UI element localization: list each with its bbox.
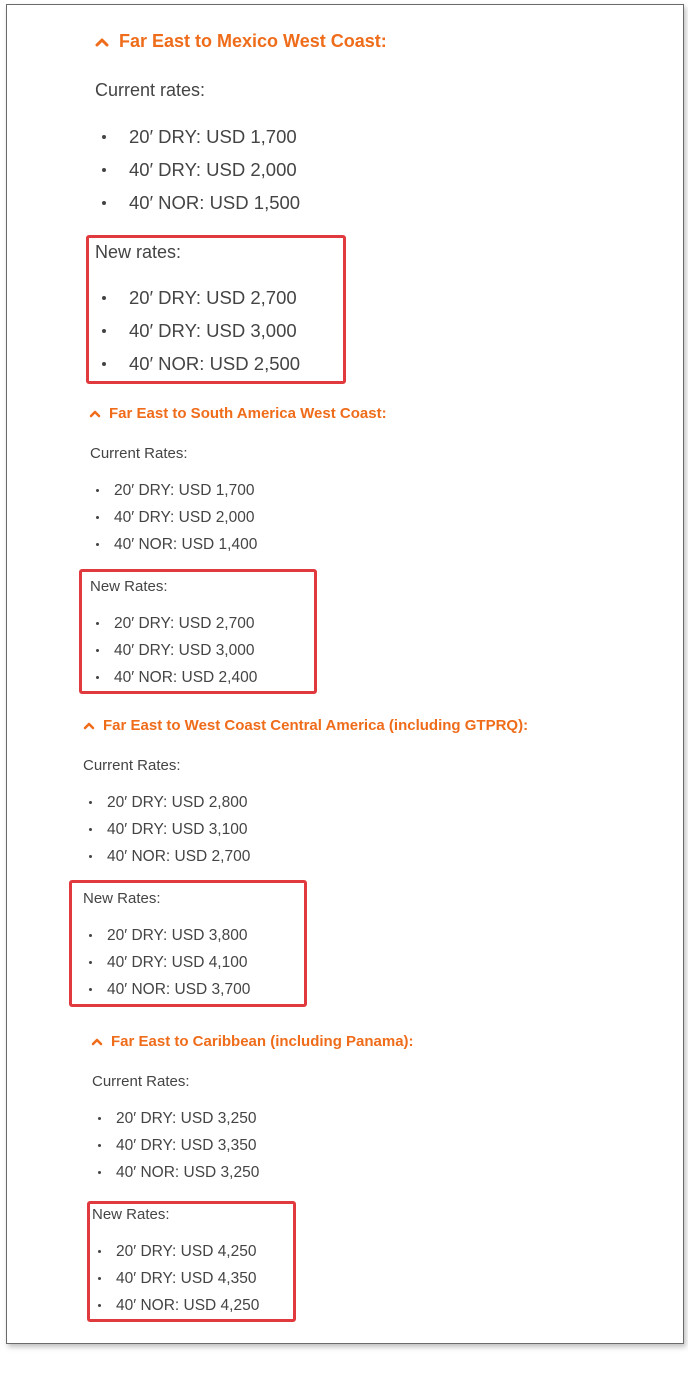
list-item: 40′ NOR: USD 3,250 (96, 1159, 259, 1186)
section-heading[interactable] (89, 405, 387, 422)
list-item: 20′ DRY: USD 1,700 (100, 120, 300, 153)
chevron-up-icon[interactable] (95, 37, 109, 47)
list-item: 40′ DRY: USD 3,100 (87, 816, 250, 843)
list-item: 20′ DRY: USD 3,250 (96, 1105, 259, 1132)
list-item: 40′ NOR: USD 2,700 (87, 843, 250, 870)
new-rates-list (94, 610, 257, 691)
list-item: 40′ DRY: USD 4,100 (87, 949, 250, 976)
section-heading[interactable] (83, 717, 528, 734)
list-item: 20′ DRY: USD 2,800 (87, 789, 250, 816)
new-rates-list (96, 1238, 259, 1319)
chevron-up-icon[interactable] (83, 722, 95, 730)
list-item: 40′ NOR: USD 4,250 (96, 1292, 259, 1319)
list-item: 40′ NOR: USD 1,500 (100, 186, 300, 219)
list-item: 40′ NOR: USD 1,400 (94, 531, 257, 558)
section-heading-text: Far East to West Coast Central America (including GTPRQ): (103, 717, 529, 734)
list-item: 20′ DRY: USD 4,250 (96, 1238, 259, 1265)
list-item: 20′ DRY: USD 2,700 (100, 281, 300, 314)
chevron-up-icon[interactable] (89, 410, 101, 418)
new-rates-label: New Rates: (90, 578, 168, 595)
list-item: 20′ DRY: USD 3,800 (87, 922, 250, 949)
list-item: 40′ DRY: USD 4,350 (96, 1265, 259, 1292)
current-rates-list (87, 789, 250, 870)
list-item: 40′ DRY: USD 3,000 (94, 637, 257, 664)
section-heading-text: Far East to Mexico West Coast: (119, 31, 387, 51)
list-item: 40′ NOR: USD 2,500 (100, 347, 300, 380)
list-item: 40′ DRY: USD 2,000 (94, 504, 257, 531)
list-item: 40′ NOR: USD 3,700 (87, 976, 250, 1003)
current-rates-label: Current Rates: (92, 1073, 190, 1090)
current-rates-label: Current Rates: (90, 445, 188, 462)
list-item: 20′ DRY: USD 1,700 (94, 477, 257, 504)
section-heading[interactable] (95, 31, 387, 52)
section-heading-text: Far East to Caribbean (including Panama): (111, 1033, 414, 1050)
current-rates-label: Current Rates: (83, 757, 181, 774)
new-rates-label: New rates: (95, 242, 182, 262)
section-heading-text: Far East to South America West Coast: (109, 405, 387, 422)
section-heading[interactable] (91, 1033, 414, 1050)
current-rates-label: Current rates: (95, 80, 206, 100)
list-item: 20′ DRY: USD 2,700 (94, 610, 257, 637)
new-rates-label: New Rates: (92, 1206, 170, 1223)
new-rates-list (87, 922, 250, 1003)
list-item: 40′ DRY: USD 3,350 (96, 1132, 259, 1159)
new-rates-list (100, 281, 300, 380)
current-rates-list (96, 1105, 259, 1186)
current-rates-list (100, 120, 300, 219)
current-rates-list (94, 477, 257, 558)
new-rates-label: New Rates: (83, 890, 161, 907)
chevron-up-icon[interactable] (91, 1038, 103, 1046)
list-item: 40′ NOR: USD 2,400 (94, 664, 257, 691)
list-item: 40′ DRY: USD 2,000 (100, 153, 300, 186)
list-item: 40′ DRY: USD 3,000 (100, 314, 300, 347)
